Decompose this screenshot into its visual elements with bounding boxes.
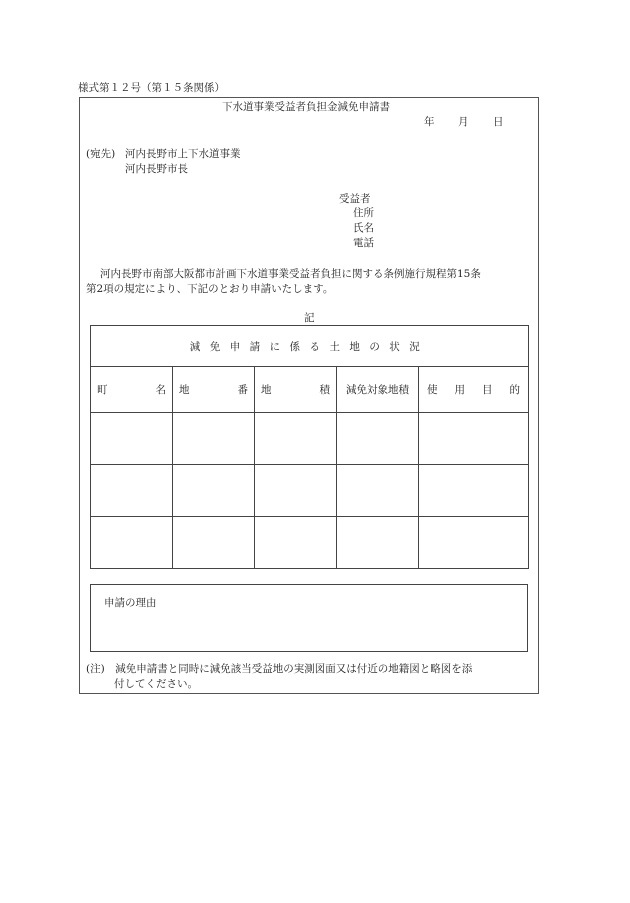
reason-box[interactable] (90, 584, 528, 652)
col-header-lot-number: 地 番 (173, 367, 255, 413)
cell-exempt-area[interactable] (337, 517, 419, 569)
table-header-row (91, 367, 529, 413)
table-caption: 減免申請に係る土地の状況 (91, 326, 529, 367)
addressee-line1: 河内長野市上下水道事業 (125, 148, 241, 160)
cell-purpose[interactable] (419, 465, 529, 517)
table-row (91, 517, 529, 569)
date-year: 年 (424, 116, 435, 128)
cell-town[interactable] (91, 413, 173, 465)
ki-label: 記 (304, 312, 315, 324)
cell-town[interactable] (91, 465, 173, 517)
col-header-exempt-area: 減免対象地積 (337, 367, 419, 413)
col-header-purpose: 使 用 目 的 (419, 367, 529, 413)
cell-lot-number[interactable] (173, 465, 255, 517)
col-header-town: 町 名 (91, 367, 173, 413)
cell-purpose[interactable] (419, 517, 529, 569)
cell-lot-number[interactable] (173, 517, 255, 569)
cell-exempt-area[interactable] (337, 465, 419, 517)
note-line2: 付してください。 (114, 678, 198, 690)
body-text-line1: 河内長野市南部大阪都市計画下水道事業受益者負担に関する条例施行規程第15条 (100, 268, 481, 280)
reason-label: 申請の理由 (104, 597, 157, 609)
date-month: 月 (458, 116, 469, 128)
table-row (91, 465, 529, 517)
applicant-name-label: 氏名 (353, 222, 374, 234)
addressee-line2: 河内長野市長 (125, 163, 188, 175)
col-header-area: 地 積 (255, 367, 337, 413)
date-day: 日 (493, 116, 504, 128)
form-number: 様式第１２号（第１５条関係） (78, 82, 225, 94)
note-line1: (注) 減免申請書と同時に減免該当受益地の実測図面又は付近の地籍図と略図を添 (86, 663, 473, 675)
applicant-heading: 受益者 (339, 193, 371, 205)
form-title: 下水道事業受益者負担金減免申請書 (222, 101, 390, 113)
table-row (91, 413, 529, 465)
cell-purpose[interactable] (419, 413, 529, 465)
applicant-phone-label: 電話 (353, 237, 374, 249)
cell-area[interactable] (255, 413, 337, 465)
applicant-address-label: 住所 (353, 207, 374, 219)
cell-lot-number[interactable] (173, 413, 255, 465)
body-text-line2: 第2項の規定により、下記のとおり申請いたします。 (86, 283, 334, 295)
cell-exempt-area[interactable] (337, 413, 419, 465)
cell-area[interactable] (255, 517, 337, 569)
cell-area[interactable] (255, 465, 337, 517)
cell-town[interactable] (91, 517, 173, 569)
land-status-table (90, 325, 529, 569)
addressee-prefix: (宛先) (86, 148, 116, 160)
